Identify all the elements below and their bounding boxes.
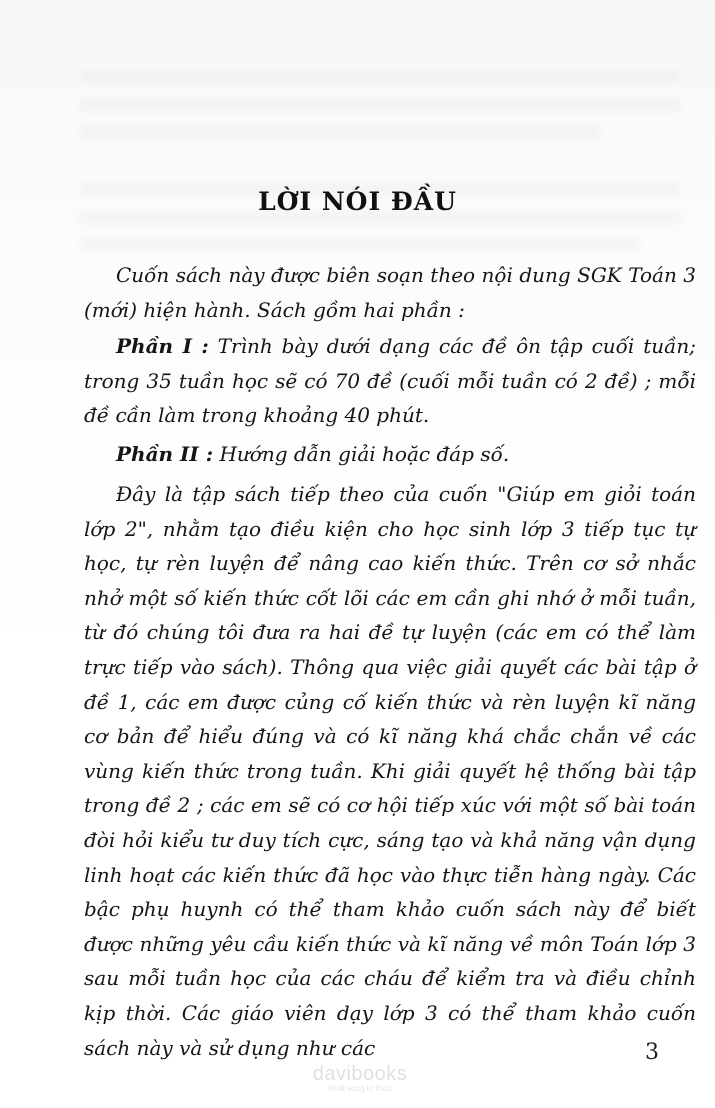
- bleed-through-line: [80, 238, 640, 252]
- part-one-text: Trình bày dưới dạng các đề ôn tập cuối tuần; trong 35 tuần học sẽ có 70 đề (cuối mỗi tuần có 2 đề) ; mỗi đề cần làm trong khoảng 40 phút.: [84, 334, 696, 428]
- bleed-through-line: [80, 70, 680, 84]
- description-paragraph: Đây là tập sách tiếp theo của cuốn "Giúp em giỏi toán lớp 2", nhằm tạo điều kiện cho học sinh lớp 3 tiếp tục tự học, tự rèn luyện để nâng cao kiến thức. Trên cơ sở nhắc nhở một số kiến thức cốt lõi các em cần ghi nhớ ở mỗi tuần, từ đó chúng tôi đưa ra hai đề tự luyện (các em có thể làm trực tiếp vào sách). Thông qua việc giải quyết các bài tập ở đề 1, các em được củng cố kiến thức và rèn luyện kĩ năng cơ bản để hiểu đúng và có kĩ năng khá chắc chắn về các vùng kiến thức trong tuần. Khi giải quyết hệ thống bài tập trong đề 2 ; các em sẽ có cơ hội tiếp xúc với một số bài toán đòi hỏi kiểu tư duy tích cực, sáng tạo và khả năng vận dụng linh hoạt các kiến thức đã học vào thực tiễn hàng ngày. Các bậc phụ huynh có thể tham khảo cuốn sách này để biết được những yêu cầu kiến thức và kĩ năng về môn Toán lớp 3 sau mỗi tuần học của các cháu để kiểm tra và điều chỉnh kịp thời. Các giáo viên dạy lớp 3 có thể tham khảo cuốn sách này và sử dụng như các: [84, 482, 696, 1060]
- part-one-label: Phần I :: [116, 334, 209, 358]
- watermark-tagline: Khát vọng tri thức: [328, 1084, 392, 1093]
- bleed-through-line: [80, 126, 600, 140]
- page-title: LỜI NÓI ĐẦU: [258, 186, 457, 216]
- part-two-label: Phần II :: [116, 442, 214, 466]
- watermark-logo-text: davibooks: [312, 1063, 408, 1085]
- part-two-paragraph: [84, 437, 696, 472]
- part-one-paragraph: [84, 329, 696, 433]
- watermark: [300, 1064, 420, 1094]
- intro-paragraph: Cuốn sách này được biên soạn theo nội dung SGK Toán 3 (mới) hiện hành. Sách gồm hai phần :: [84, 263, 696, 322]
- page-number: 3: [645, 1040, 659, 1065]
- bleed-through-line: [80, 98, 680, 112]
- part-two-text: Hướng dẫn giải hoặc đáp số.: [213, 442, 510, 466]
